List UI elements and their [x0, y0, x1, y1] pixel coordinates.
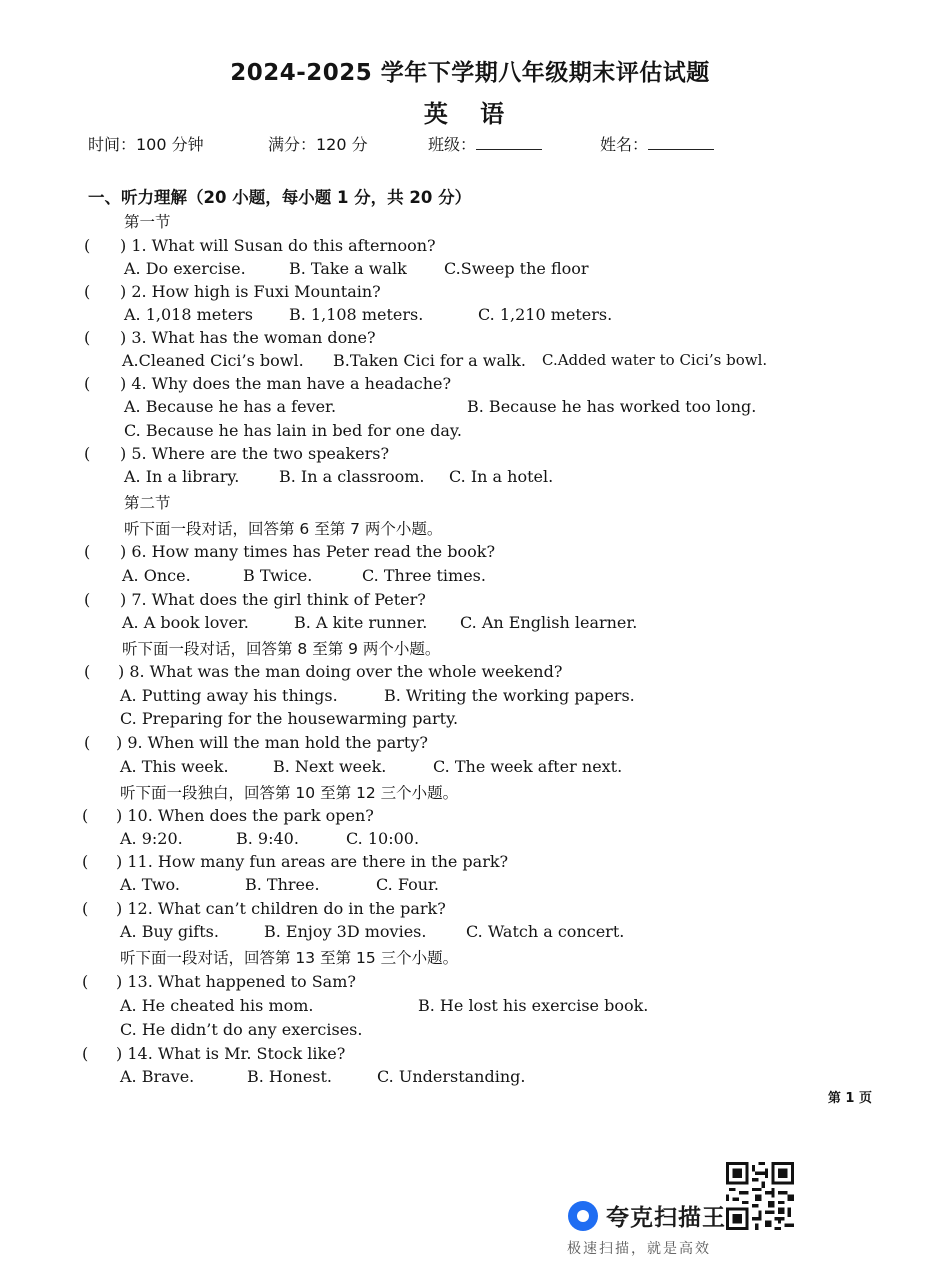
question-10: ) 10. When does the park open?: [116, 806, 374, 825]
q4-option-c: C. Because he has lain in bed for one day.: [124, 421, 462, 440]
class-label: 班级：: [428, 135, 477, 154]
question-13: ) 13. What happened to Sam?: [116, 972, 356, 991]
q5-option-c: C. In a hotel.: [449, 467, 554, 486]
q8-option-b: B. Writing the working papers.: [384, 686, 635, 705]
answer-paren-7: (: [84, 590, 91, 609]
name-blank: [648, 135, 714, 150]
class-blank: [476, 135, 542, 150]
q11-option-c: C. Four.: [376, 875, 439, 894]
q10-option-a: A. 9:20.: [120, 829, 183, 848]
instruction-q13-q15: 听下面一段对话，回答第 13 至第 15 三个小题。: [120, 949, 459, 967]
q5-option-a: A. In a library.: [124, 467, 240, 486]
answer-paren-2: (: [84, 282, 91, 301]
q9-option-b: B. Next week.: [273, 757, 387, 776]
q13-option-b: B. He lost his exercise book.: [418, 996, 649, 1015]
exam-title: 2024-2025 学年下学期八年级期末评估试题: [230, 60, 710, 86]
question-8: ) 8. What was the man doing over the whole weekend?: [118, 662, 563, 681]
answer-paren-10: (: [82, 806, 89, 825]
q2-option-b: B. 1,108 meters.: [289, 305, 424, 324]
q3-option-b: B.Taken Cici for a walk.: [333, 351, 526, 370]
question-7: ) 7. What does the girl think of Peter?: [120, 590, 426, 609]
q5-option-b: B. In a classroom.: [279, 467, 425, 486]
exam-time: 时间：100 分钟: [88, 135, 204, 154]
q10-option-b: B. 9:40.: [236, 829, 299, 848]
q7-option-c: C. An English learner.: [460, 613, 638, 632]
answer-paren-8: (: [84, 662, 91, 681]
q11-option-a: A. Two.: [120, 875, 180, 894]
instruction-q8-q9: 听下面一段对话，回答第 8 至第 9 两个小题。: [122, 640, 441, 658]
q3-option-c: C.Added water to Cici’s bowl.: [542, 351, 768, 369]
answer-paren-13: (: [82, 972, 89, 991]
scanner-slogan: 极速扫描，就是高效: [567, 1241, 711, 1257]
answer-paren-6: (: [84, 542, 91, 561]
answer-paren-12: (: [82, 899, 89, 918]
q12-option-a: A. Buy gifts.: [120, 922, 219, 941]
question-4: ) 4. Why does the man have a headache?: [120, 374, 452, 393]
part-two-label: 第二节: [124, 494, 171, 512]
instruction-q10-q12: 听下面一段独白，回答第 10 至第 12 三个小题。: [120, 784, 459, 802]
q9-option-c: C. The week after next.: [433, 757, 623, 776]
q13-option-a: A. He cheated his mom.: [120, 996, 314, 1015]
q13-option-c: C. He didn’t do any exercises.: [120, 1020, 363, 1039]
question-6: ) 6. How many times has Peter read the book?: [120, 542, 496, 561]
name-field: [600, 132, 714, 155]
question-12: ) 12. What can’t children do in the park?: [116, 899, 446, 918]
q4-option-b: B. Because he has worked too long.: [467, 397, 757, 416]
q4-option-a: A. Because he has a fever.: [124, 397, 337, 416]
question-9: ) 9. When will the man hold the party?: [116, 733, 428, 752]
instruction-q6-q7: 听下面一段对话，回答第 6 至第 7 两个小题。: [124, 520, 443, 538]
q1-option-c: C.Sweep the floor: [444, 259, 589, 278]
question-1: ) 1. What will Susan do this afternoon?: [120, 236, 436, 255]
answer-paren-4: (: [84, 374, 91, 393]
q6-option-b: B Twice.: [243, 566, 313, 585]
question-2: ) 2. How high is Fuxi Mountain?: [120, 282, 381, 301]
answer-paren-11: (: [82, 852, 89, 871]
quark-logo-icon: [568, 1201, 598, 1231]
q6-option-c: C. Three times.: [362, 566, 486, 585]
q10-option-c: C. 10:00.: [346, 829, 420, 848]
q9-option-a: A. This week.: [120, 757, 229, 776]
question-3: ) 3. What has the woman done?: [120, 328, 376, 347]
q1-option-b: B. Take a walk: [289, 259, 407, 278]
question-14: ) 14. What is Mr. Stock like?: [116, 1044, 346, 1063]
answer-paren-1: (: [84, 236, 91, 255]
answer-paren-14: (: [82, 1044, 89, 1063]
question-11: ) 11. How many fun areas are there in the park?: [116, 852, 509, 871]
q3-option-a: A.Cleaned Cici’s bowl.: [122, 351, 304, 370]
question-5: ) 5. Where are the two speakers?: [120, 444, 390, 463]
answer-paren-9: (: [84, 733, 91, 752]
q7-option-a: A. A book lover.: [122, 613, 249, 632]
answer-paren-3: (: [84, 328, 91, 347]
q8-option-c: C. Preparing for the housewarming party.: [120, 709, 459, 728]
q11-option-b: B. Three.: [245, 875, 320, 894]
answer-paren-5: (: [84, 444, 91, 463]
scanner-brand-name: 夸克扫描王: [606, 1205, 726, 1231]
q7-option-b: B. A kite runner.: [294, 613, 428, 632]
q14-option-b: B. Honest.: [247, 1067, 333, 1086]
q1-option-a: A. Do exercise.: [124, 259, 246, 278]
page-number: 第 1 页: [827, 1091, 872, 1106]
q14-option-c: C. Understanding.: [377, 1067, 526, 1086]
q12-option-c: C. Watch a concert.: [466, 922, 625, 941]
q6-option-a: A. Once.: [122, 566, 191, 585]
q12-option-b: B. Enjoy 3D movies.: [264, 922, 427, 941]
part-one-label: 第一节: [124, 213, 171, 231]
q2-option-c: C. 1,210 meters.: [478, 305, 613, 324]
class-field: [428, 132, 542, 155]
full-score: 满分：120 分: [268, 135, 368, 154]
name-label: 姓名：: [600, 135, 649, 154]
q14-option-a: A. Brave.: [120, 1067, 195, 1086]
q8-option-a: A. Putting away his things.: [120, 686, 338, 705]
qr-code-icon: [726, 1162, 794, 1230]
q2-option-a: A. 1,018 meters: [124, 305, 254, 324]
section-listening-title: 一、听力理解（20 小题，每小题 1 分，共 20 分）: [88, 188, 472, 207]
subject-title: 英 语: [423, 100, 517, 128]
